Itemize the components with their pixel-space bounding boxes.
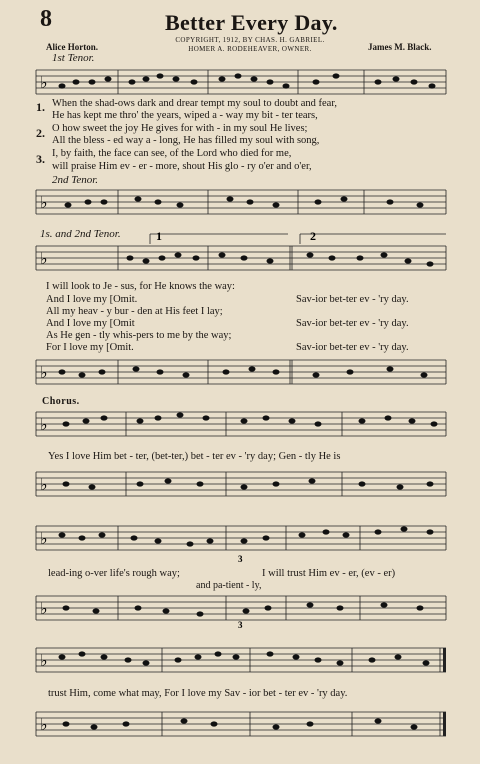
refrain-line-5: As He gen - tly whis-pers to me by the way;	[46, 330, 232, 341]
refrain-line-6: For I love my [Omit.	[46, 342, 134, 353]
chorus-line-3: trust Him, come what may, For I love my Sav - ior bet - ter ev - 'ry day.	[48, 688, 348, 699]
svg-text:♭: ♭	[40, 715, 48, 734]
staff-system-5-bass	[0, 704, 480, 750]
verse-2-line-b: All the bless - ed way a - long, He has filled my soul with song,	[52, 135, 320, 146]
svg-text:♭: ♭	[40, 475, 48, 494]
second-tenor-label: 2nd Tenor.	[52, 174, 99, 186]
refrain-line-2: And I love my [Omit.	[46, 294, 138, 305]
chorus-line-1: Yes I love Him bet - ter, (bet-ter,) bet - ter ev - 'ry day; Gen - tly He is	[48, 451, 341, 462]
svg-text:♭: ♭	[40, 73, 48, 92]
composer-credit: James M. Black.	[368, 42, 432, 52]
first-second-tenor-label: 1s. and 2nd Tenor.	[40, 228, 121, 240]
triplet-mark-treble: 3	[238, 554, 243, 564]
copyright-line-2: HOMER A. RODEHEAVER, OWNER.	[188, 45, 312, 53]
verse-number-1: 1.	[36, 100, 45, 114]
ending-1-mark: 1	[156, 229, 162, 243]
chorus-label: Chorus.	[42, 396, 80, 407]
staff-system-5-treble	[0, 640, 480, 686]
staff-system-3-bass	[0, 466, 480, 506]
svg-text:♭: ♭	[40, 193, 48, 212]
staff-system-4-treble	[0, 518, 480, 564]
staff-system-1-bass	[0, 184, 480, 224]
svg-text:♭: ♭	[40, 415, 48, 434]
hymn-title: Better Every Day.	[165, 10, 338, 35]
svg-text:♭: ♭	[40, 529, 48, 548]
svg-text:♭: ♭	[40, 599, 48, 618]
refrain-line-4-end: Sav-ior bet-ter ev - 'ry day.	[296, 318, 409, 329]
verse-2-line-a: O how sweet the joy He gives for with - in my soul He lives;	[52, 123, 308, 134]
staff-system-4-bass	[0, 590, 480, 630]
staff-system-2-bass	[0, 354, 480, 392]
hymn-number: 8	[40, 6, 52, 32]
staff-system-2-treble	[0, 226, 480, 280]
verse-1-line-b: He has kept me thro' the years, wiped a - way my bit - ter tears,	[52, 110, 318, 121]
verse-number-2: 2.	[36, 126, 45, 140]
triplet-mark-bass: 3	[238, 620, 243, 630]
refrain-line-1: I will look to Je - sus, for He knows the way:	[46, 281, 235, 292]
ending-2-mark: 2	[310, 229, 316, 243]
first-tenor-label: 1st Tenor.	[52, 52, 95, 64]
lyricist-credit: Alice Horton.	[46, 42, 98, 52]
copyright-line-1: COPYRIGHT, 1912, BY CHAS. H. GABRIEL.	[175, 36, 325, 44]
staff-system-3-treble	[0, 404, 480, 446]
verse-3-line-a: I, by faith, the face can see, of the Lord who died for me,	[52, 148, 292, 159]
chorus-line-2-c: and pa-tient - ly,	[196, 580, 262, 591]
copyright-notice	[150, 36, 350, 54]
verse-3-line-b: will praise Him ev - er - more, shout His glo - ry o'er and o'er,	[52, 161, 312, 172]
refrain-line-3: All my heav - y bur - den at His feet I lay;	[46, 306, 223, 317]
refrain-line-6-end: Sav-ior bet-ter ev - 'ry day.	[296, 342, 409, 353]
svg-text:♭: ♭	[40, 651, 48, 670]
svg-text:♭: ♭	[40, 249, 48, 268]
chorus-line-2-a: lead-ing o-ver life's rough way;	[48, 568, 180, 579]
refrain-line-2-end: Sav-ior bet-ter ev - 'ry day.	[296, 294, 409, 305]
verse-1-line-a: When the shad-ows dark and drear tempt my soul to doubt and fear,	[52, 98, 338, 109]
chorus-line-2-b: I will trust Him ev - er, (ev - er)	[262, 568, 396, 579]
svg-text:♭: ♭	[40, 363, 48, 382]
verse-number-3: 3.	[36, 152, 45, 166]
refrain-line-4: And I love my [Omit	[46, 318, 135, 329]
